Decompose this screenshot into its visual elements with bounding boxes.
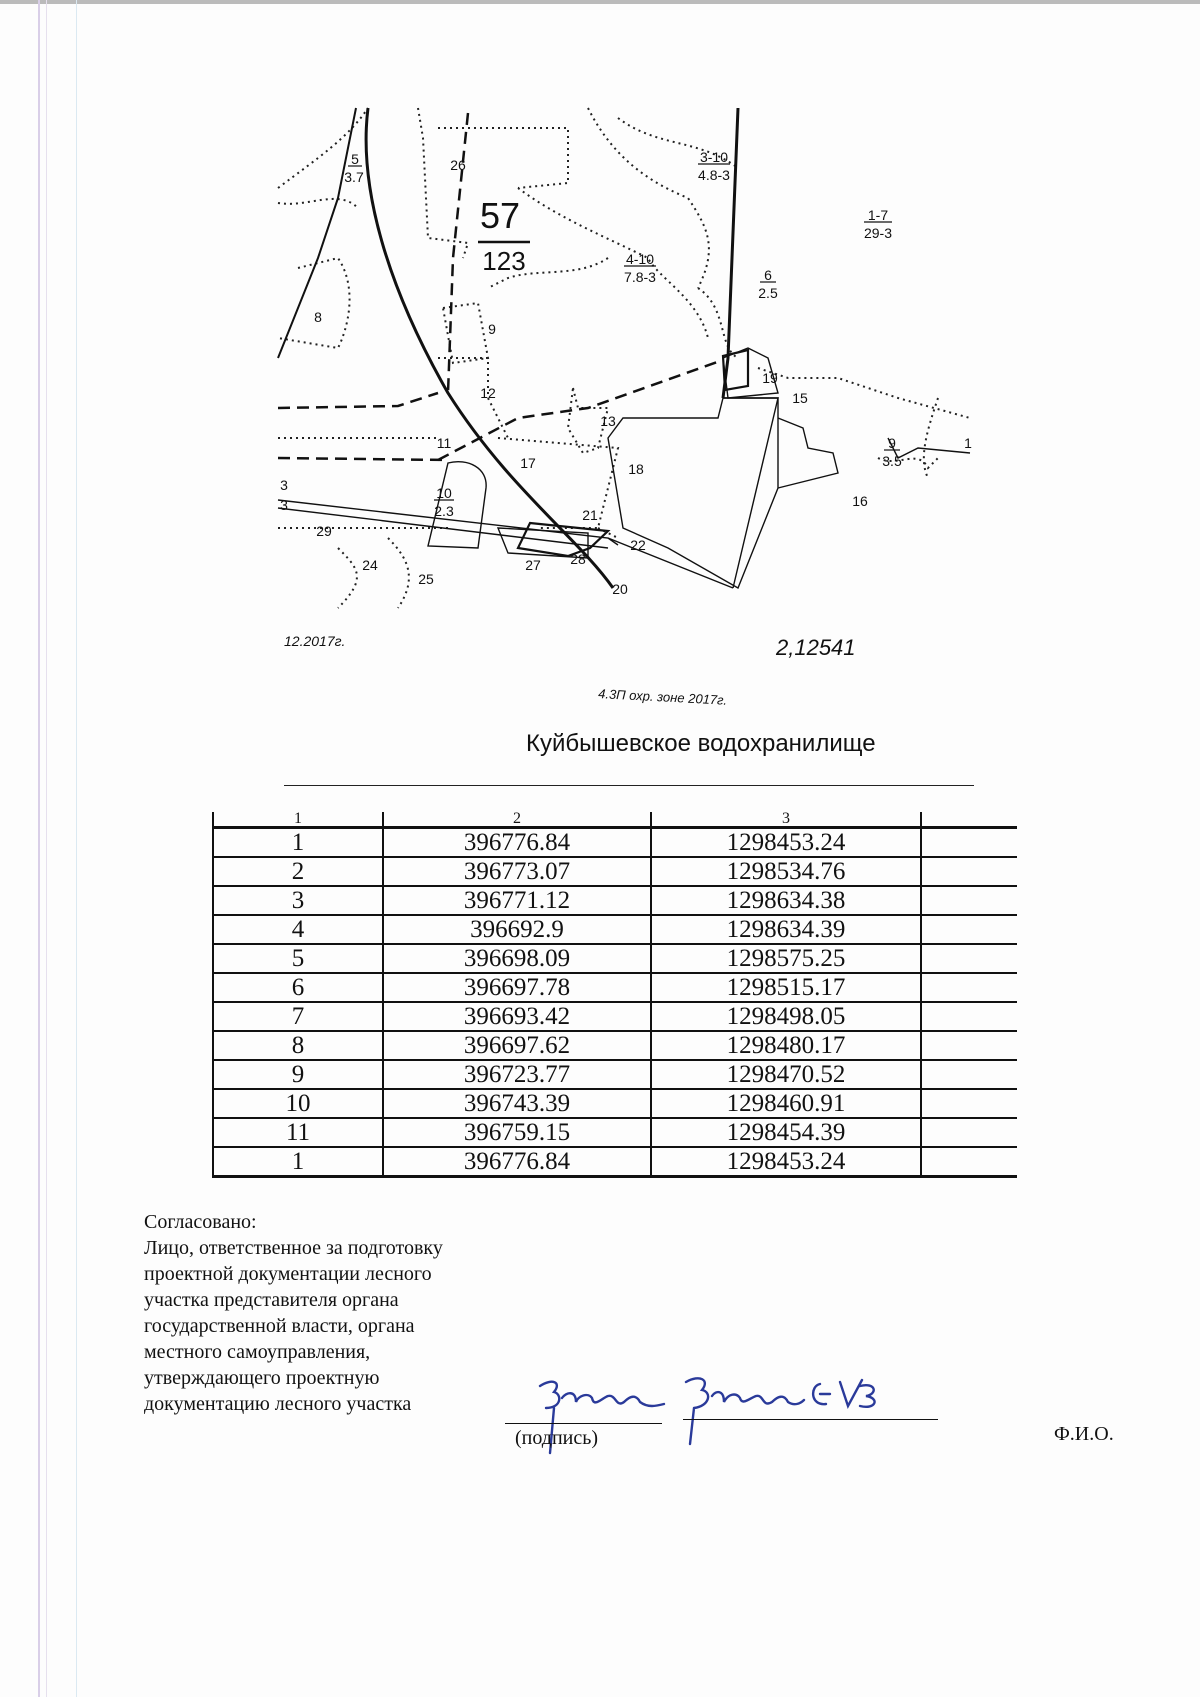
- table-row: [213, 1118, 1017, 1147]
- map-label: 24: [362, 557, 378, 573]
- table-cell: [921, 944, 1017, 973]
- signature-line: [505, 1423, 662, 1424]
- table-cell: [921, 1147, 1017, 1177]
- scan-border-top: [0, 0, 1200, 4]
- divider: [284, 785, 974, 786]
- map-label: 25: [418, 571, 434, 587]
- agreement-line: государственной власти, органа: [144, 1315, 415, 1337]
- table-cell: 396697.62: [383, 1031, 651, 1060]
- table-header-cell: 1: [213, 812, 383, 828]
- map-label: 3-10: [699, 149, 729, 165]
- table-header-row: [213, 812, 1017, 828]
- table-header-cell: 2: [383, 812, 651, 828]
- table-cell: 1298634.39: [651, 915, 921, 944]
- table-row: [213, 1060, 1017, 1089]
- table-cell: [921, 886, 1017, 915]
- table-cell: 1298453.24: [651, 828, 921, 858]
- table-cell: 1: [213, 1147, 383, 1177]
- scan-edge-line: [38, 0, 40, 1697]
- fio-caption: Ф.И.О.: [1054, 1423, 1114, 1445]
- block-number: 57: [479, 195, 521, 236]
- forest-parcel-map: [278, 108, 972, 708]
- table-cell: 396692.9: [383, 915, 651, 944]
- table-header-cell: [921, 812, 1017, 828]
- map-label: 16: [852, 493, 868, 509]
- map-label: 29: [316, 523, 332, 539]
- table-cell: [921, 828, 1017, 858]
- agreement-line: местного самоуправления,: [144, 1341, 371, 1363]
- table-row: [213, 973, 1017, 1002]
- map-label: 8: [314, 309, 322, 325]
- signature-caption: (подпись): [515, 1427, 599, 1449]
- map-label: 4.8-3: [698, 167, 730, 183]
- table-cell: 1298454.39: [651, 1118, 921, 1147]
- table-row: [213, 1031, 1017, 1060]
- map-label: 2.3: [434, 503, 454, 519]
- table-cell: 396698.09: [383, 944, 651, 973]
- table-cell: [921, 1031, 1017, 1060]
- map-label: 5: [351, 151, 359, 167]
- scan-edge-line: [46, 0, 47, 1697]
- table-row: [213, 886, 1017, 915]
- table-cell: 6: [213, 973, 383, 1002]
- map-label: 1-7: [867, 207, 889, 223]
- map-label: 3: [280, 497, 288, 513]
- table-cell: 7: [213, 1002, 383, 1031]
- table-row: [213, 944, 1017, 973]
- table-cell: 10: [213, 1089, 383, 1118]
- table-row: [213, 915, 1017, 944]
- table-cell: 396773.07: [383, 857, 651, 886]
- map-label: 11: [436, 435, 452, 451]
- table-cell: 1298470.52: [651, 1060, 921, 1089]
- table-cell: 9: [213, 1060, 383, 1089]
- map-label: 12: [480, 385, 496, 401]
- area-note: 2,12541: [776, 635, 856, 660]
- table-cell: 3: [213, 886, 383, 915]
- map-label: 9: [488, 321, 496, 337]
- table-cell: [921, 915, 1017, 944]
- map-label: 2.5: [758, 285, 778, 301]
- table-row: [213, 828, 1017, 858]
- map-label: 4-10: [625, 251, 655, 267]
- agreement-line: участка представителя органа: [144, 1289, 399, 1311]
- name-line: [683, 1419, 938, 1420]
- coordinates-table: [212, 812, 1017, 1178]
- agreement-block: [144, 1209, 524, 1417]
- table-cell: 396723.77: [383, 1060, 651, 1089]
- reservoir-name: Куйбышевское водохранилище: [526, 730, 876, 757]
- map-label: 20: [612, 581, 628, 597]
- table-cell: 2: [213, 857, 383, 886]
- table-cell: 11: [213, 1118, 383, 1147]
- table-cell: 396697.78: [383, 973, 651, 1002]
- table-cell: 8: [213, 1031, 383, 1060]
- table-row: [213, 1002, 1017, 1031]
- table-cell: 1298534.76: [651, 857, 921, 886]
- map-label: 6: [764, 267, 772, 283]
- map-label: 1: [964, 435, 972, 451]
- agreement-line: утверждающего проектную: [144, 1367, 380, 1389]
- table-cell: 1298575.25: [651, 944, 921, 973]
- table-cell: [921, 1089, 1017, 1118]
- table-cell: 5: [213, 944, 383, 973]
- table-cell: 396776.84: [383, 1147, 651, 1177]
- map-label: 3.7: [344, 169, 364, 185]
- table-cell: [921, 857, 1017, 886]
- table-cell: 396693.42: [383, 1002, 651, 1031]
- map-label: 18: [628, 461, 644, 477]
- map-label: 10: [436, 485, 452, 501]
- map-label: 3.5: [882, 453, 902, 469]
- table-cell: 396759.15: [383, 1118, 651, 1147]
- table-cell: 1298498.05: [651, 1002, 921, 1031]
- table-cell: [921, 1118, 1017, 1147]
- table-cell: 1298480.17: [651, 1031, 921, 1060]
- map-label: 19: [762, 370, 778, 386]
- table-cell: 1298634.38: [651, 886, 921, 915]
- table-cell: 1298453.24: [651, 1147, 921, 1177]
- table-cell: [921, 973, 1017, 1002]
- map-label: 17: [520, 455, 536, 471]
- agreement-line: документацию лесного участка: [144, 1393, 412, 1415]
- handwritten-date: 12.2017г.: [284, 633, 346, 649]
- map-label: 15: [792, 390, 808, 406]
- table-cell: [921, 1060, 1017, 1089]
- scan-edge-line: [76, 0, 77, 1697]
- handwritten-note: 4.3П охр. зоне 2017г.: [597, 686, 728, 708]
- table-cell: 4: [213, 915, 383, 944]
- handwritten-name: [680, 1366, 890, 1446]
- table-cell: 396771.12: [383, 886, 651, 915]
- map-label: 3: [280, 477, 288, 493]
- map-label: 7.8-3: [624, 269, 656, 285]
- map-label: 27: [525, 557, 541, 573]
- agreement-line: проектной документации лесного: [144, 1263, 432, 1285]
- table-cell: 1298515.17: [651, 973, 921, 1002]
- map-label: 13: [600, 413, 616, 429]
- map-label: 21: [582, 507, 598, 523]
- table-header-cell: 3: [651, 812, 921, 828]
- map-label: 29-3: [863, 225, 893, 241]
- map-label: 9: [888, 435, 896, 451]
- table-cell: 1: [213, 828, 383, 858]
- agreement-line: Лицо, ответственное за подготовку: [144, 1237, 443, 1259]
- map-label: 22: [630, 537, 646, 553]
- table-cell: 396743.39: [383, 1089, 651, 1118]
- agreement-title: Согласовано:: [144, 1211, 257, 1233]
- table-cell: 396776.84: [383, 828, 651, 858]
- block-area: 123: [482, 246, 526, 276]
- map-label: 26: [450, 157, 466, 173]
- table-row: [213, 857, 1017, 886]
- map-label: 28: [570, 551, 586, 567]
- table-cell: 1298460.91: [651, 1089, 921, 1118]
- table-cell: [921, 1002, 1017, 1031]
- table-row: [213, 1089, 1017, 1118]
- table-row: [213, 1147, 1017, 1177]
